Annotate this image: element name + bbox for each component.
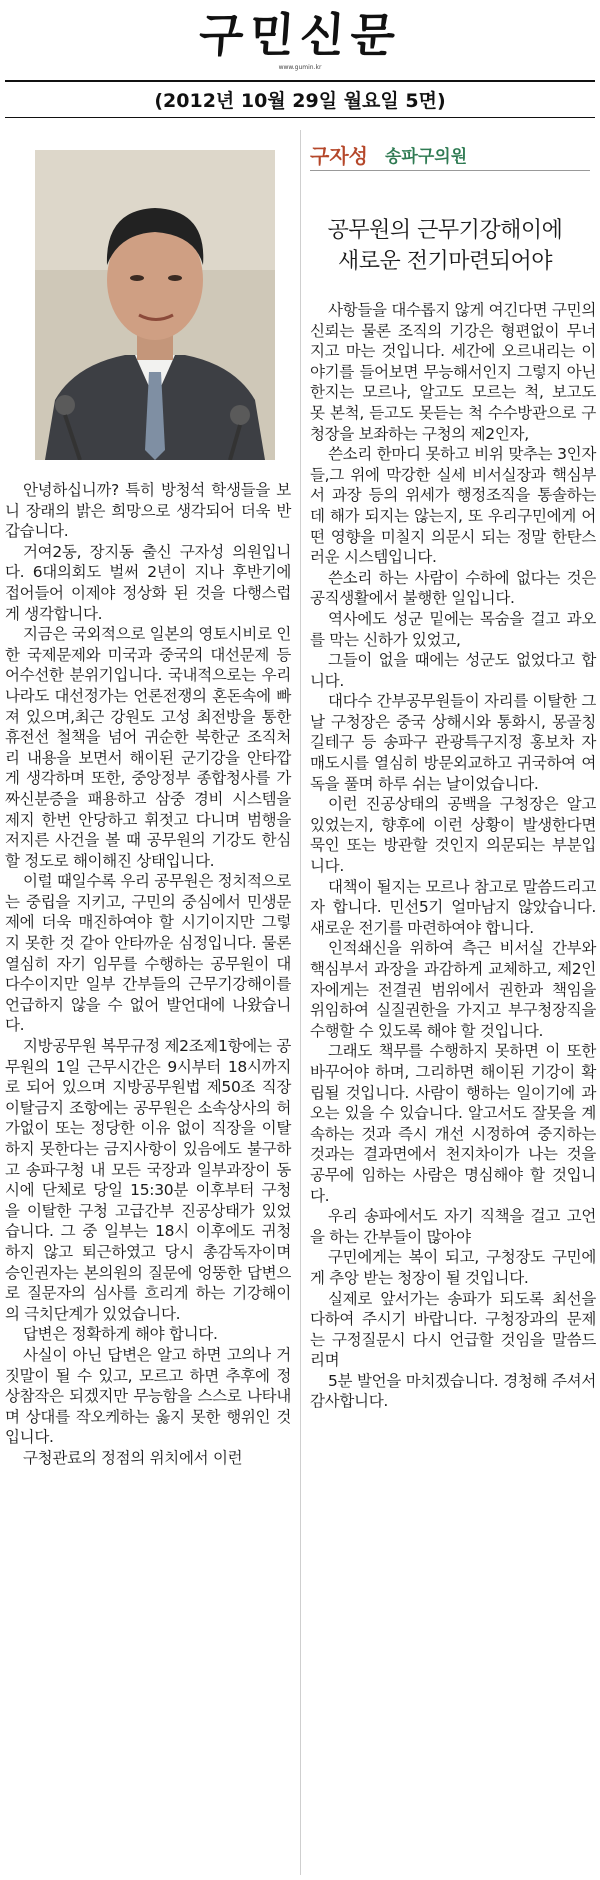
article-paragraph: 쓴소리 한마디 못하고 비위 맞추는 3인자들,그 위에 막강한 실세 비서실장과 핵심부서 과장 등의 위세가 행정조직을 통솔하는데 해가 되지는 않는지, 또 우리구민에게 어떤 영향을 미칠지 의문시 되는 정말 한탄스러운 시스템입니다.: [310, 445, 596, 567]
article-paragraph: 우리 송파에서도 자기 직책을 걸고 고언을 하는 간부들이 많아야: [310, 1207, 596, 1246]
author-title: 송파구의원: [385, 147, 468, 167]
person-portrait-icon: [35, 150, 275, 460]
article-column-right: [310, 300, 596, 1412]
article-paragraph: 인적쇄신을 위하여 측근 비서실 간부와 핵심부서 과장을 과감하게 교체하고, 제2인자에게는 전결권 범위에서 권한과 책임을 위임하여 실질권한을 가지고 부구청장직을 수행할 수 있도록 해야 할 것입니다.: [310, 939, 596, 1040]
article-paragraph: 사항들을 대수롭지 않게 여긴다면 구민의 신뢰는 물론 조직의 기강은 형편없이 무너지고 마는 것입니다. 세간에 오르내리는 이야기를 들어보면 무능해서인지 그렇지 아닌한지는 모르나, 알고도 모르는 척, 보고도 못 본척, 듣고도 못듣는 척 수수방관으로 구청장을 보좌하는 구청의 제2인자,: [310, 301, 596, 443]
author-name: 구자성: [310, 144, 368, 168]
article-paragraph: 그들이 없을 때에는 성군도 없었다고 합니다.: [310, 651, 596, 690]
article-paragraph: 안녕하십니까? 특히 방청석 학생들을 보니 장래의 밝은 희망으로 생각되어 더욱 반갑습니다.: [5, 481, 291, 541]
author-photo: [35, 150, 275, 460]
article-paragraph: 쓴소리 하는 사람이 수하에 없다는 것은 공직생활에서 불행한 일입니다.: [310, 568, 596, 608]
article-paragraph: 대다수 간부공무원들이 자리를 이탈한 그날 구청장은 중국 상해시와 통화시, 몽골칭길테구 등 송파구 관광특구지정 홍보차 자매도시를 열심히 방문외교하고 귀국하여 여독을 풀며 하루 쉬는 날이었습니다.: [310, 692, 596, 793]
article-paragraph: 답변은 정확하게 해야 합니다.: [23, 1325, 218, 1344]
masthead: [0, 0, 600, 112]
headline-line-1: 공무원의 근무기강해이에: [327, 218, 563, 243]
column-divider: [300, 130, 301, 1875]
article-paragraph: 이럴 때일수록 우리 공무원은 정치적으로는 중립을 지키고, 구민의 중심에서 민생문제에 더욱 매진하여야 할 시기이지만 그렇지 못한 것 같아 안타까운 심정입니다. 물론 열심히 자기 임무를 수행하는 공무원이 대다수이지만 일부 간부들의 근무기강해이를 언급하지 않을 수 없어 발언대에 나왔습니다.: [5, 872, 291, 1035]
dateline-rule: [5, 117, 595, 118]
headline: [300, 215, 590, 277]
article-paragraph: 지방공무원 복무규정 제2조제1항에는 공무원의 1일 근무시간은 9시부터 18시까지로 되어 있으며 지방공무원법 제50조 직장이탈금지 조항에는 공무원은 소속상사의 허가없이 또는 정당한 이유 없이 직장을 이탈하지 못한다는 금지사항이 있음에도 불구하고 송파구청 내 모든 국장과 일부과장이 동시에 단체로 당일 15:30분 이후부터 구청을 이탈한 구청 고급간부 진공상태가 있었습니다. 그 중 일부는 18시 이후에도 귀청하지 않고 퇴근하였고 당시 총감독자이며 승인권자는 본의원의 질문에 엉뚱한 답변으로 질문자의 심사를 흐리게 하는 기강해이의 극치단계가 있었습니다.: [5, 1037, 291, 1323]
article-paragraph: 지금은 국외적으로 일본의 영토시비로 인한 국제문제와 미국과 중국의 대선문제 등 어수선한 분위기입니다. 국내적으로는 우리나라도 대선정가는 언론전쟁의 혼돈속에 빠져 있으며,최근 강원도 고성 최전방을 통한 휴전선 철책을 넘어 귀순한 북한군 조직처리 내용을 보면서 해이된 군기강을 안타깝게 생각하며 또한, 중앙정부 종합청사를 가짜신분증을 패용하고 삼중 경비 시스템을 제지 한번 안당하고 휘젓고 다니며 범행을 저지른 사건을 볼 때 공무원의 기강도 한심할 정도로 해이해진 상태입니다.: [5, 625, 291, 870]
article-paragraph: 대책이 될지는 모르나 참고로 말씀드리고자 합니다. 민선5기 얼마남지 않았습니다.새로운 전기를 마련하여야 합니다.: [310, 877, 596, 937]
article-paragraph: 이런 진공상태의 공백을 구청장은 알고 있었는지, 향후에 이런 상황이 발생한다면 묵인 또는 방관할 것인지 의문되는 부분입니다.: [310, 795, 596, 876]
article-paragraph: 거여2동, 장지동 출신 구자성 의원입니다. 6대의회도 벌써 2년이 지나 후반기에 접어들어 이제야 정상화 된 것을 다행스럽게 생각합니다.: [5, 542, 291, 623]
article-paragraph: 그래도 책무를 수행하지 못하면 이 또한 바꾸어야 하며, 그리하면 해이된 기강이 확립될 것입니다. 사람이 행하는 일이기에 과오는 있을 수 있습니다. 알고서도 잘못을 계속하는 것과 즉시 개선 시정하여 중지하는 것과는 결과면에서 천지차이가 나는 것을 공무에 임하는 사람은 명심해야 할 것입니다.: [310, 1042, 596, 1205]
byline: [310, 140, 590, 174]
dateline: (2012년 10월 29일 월요일 5면): [154, 90, 446, 112]
article-paragraph: 구민에게는 복이 되고, 구청장도 구민에게 추앙 받는 청장이 될 것입니다.: [310, 1248, 596, 1287]
article-paragraph: 5분 발언을 마치겠습니다. 경청해 주셔서 감사합니다.: [310, 1371, 596, 1411]
headline-line-2: 새로운 전기마련되어야: [337, 249, 552, 274]
site-url: www.gumin.kr: [278, 64, 322, 71]
article-paragraph: 실제로 앞서가는 송파가 되도록 최선을 다하여 주시기 바랍니다. 구청장과의 문제는 구정질문시 다시 언급할 것임을 말씀드리며: [310, 1289, 596, 1370]
newspaper-logo: 구민신문: [197, 8, 403, 62]
article-paragraph: 역사에도 성군 밑에는 목숨을 걸고 과오를 막는 신하가 있었고,: [310, 609, 596, 649]
article-paragraph: 구청관료의 정점의 위치에서 이런: [23, 1448, 243, 1467]
article-paragraph: 사실이 아닌 답변은 알고 하면 고의나 거짓말이 될 수 있고, 모르고 하면 추후에 정상참작은 되겠지만 무능함을 스스로 나타내며 상대를 작오케하는 옳지 못한 행위인 것입니다.: [5, 1345, 291, 1447]
masthead-rule: [5, 80, 595, 82]
byline-rule: [310, 170, 590, 171]
article-column-left: [5, 480, 291, 1469]
